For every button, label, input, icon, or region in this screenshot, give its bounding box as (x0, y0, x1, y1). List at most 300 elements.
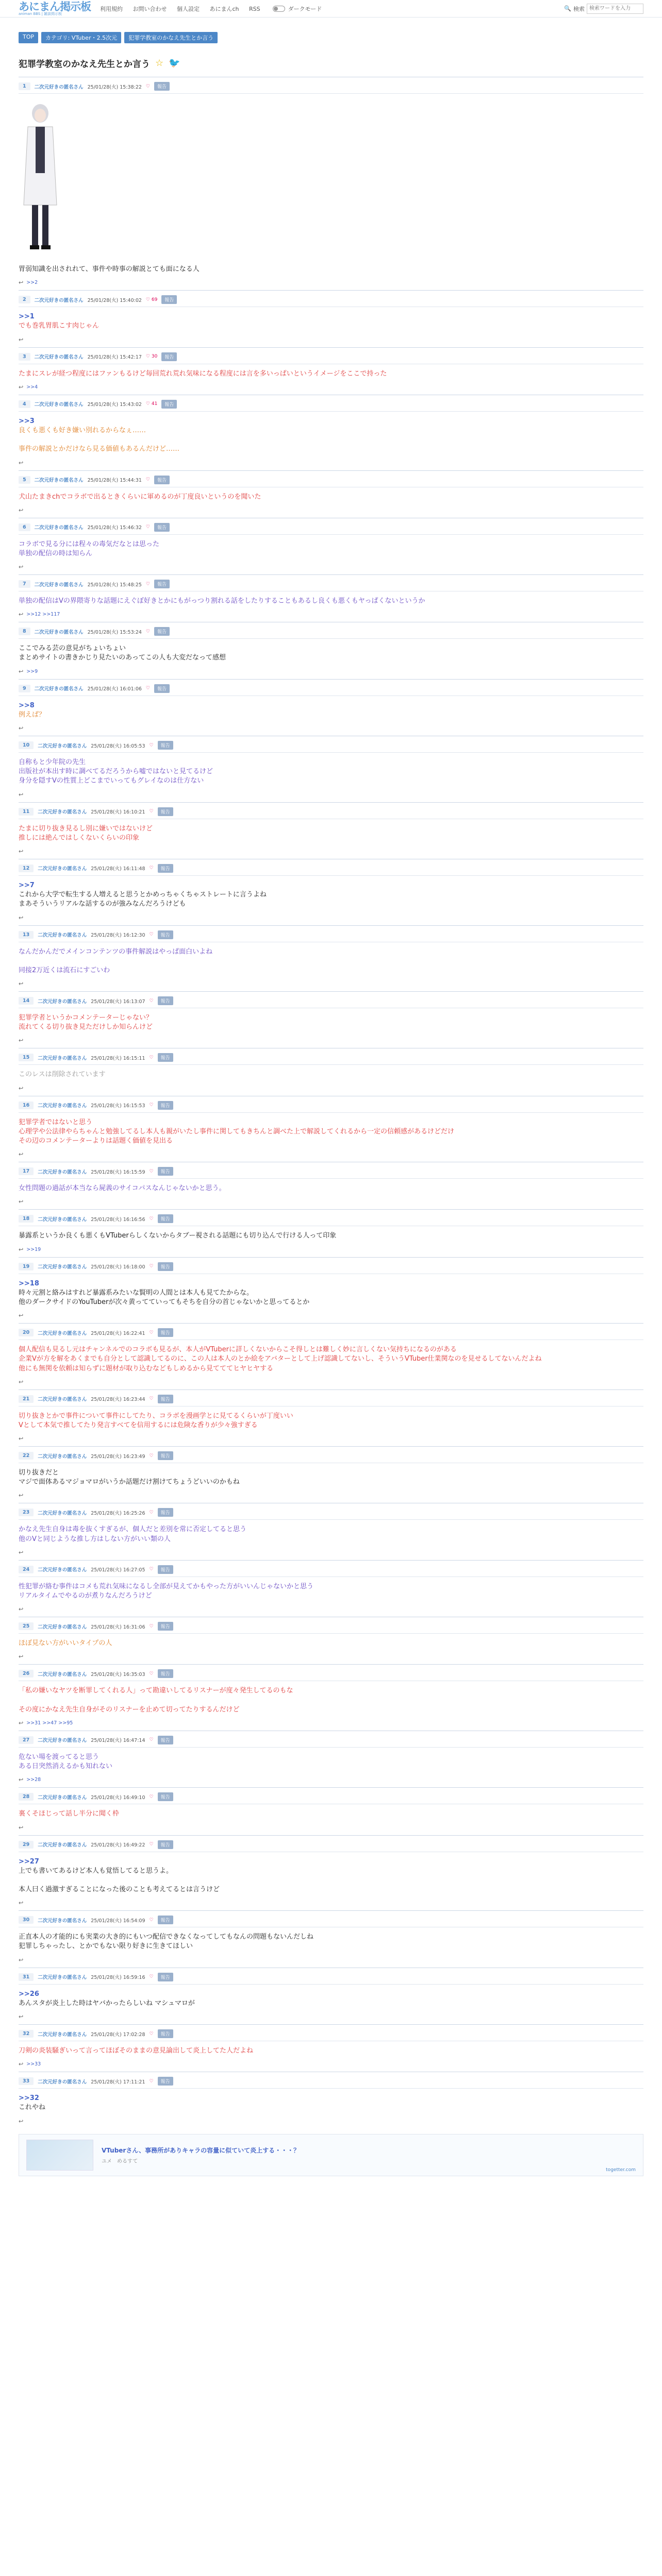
report-button[interactable]: 報告 (158, 1328, 173, 1337)
reply-reference[interactable]: >>8 (19, 701, 35, 709)
post-number[interactable]: 15 (19, 1054, 34, 1061)
backlink-list[interactable]: >>9 (26, 668, 38, 674)
post-body (19, 1577, 643, 1604)
like-count[interactable] (146, 582, 150, 587)
post-number[interactable]: 17 (19, 1167, 34, 1175)
post-number[interactable]: 5 (19, 476, 30, 484)
like-count[interactable] (150, 1330, 154, 1335)
post-footer (19, 978, 643, 991)
heart-icon: ♡ (149, 932, 154, 937)
dark-mode-toggle[interactable] (273, 5, 322, 13)
report-button[interactable]: 報告 (158, 807, 173, 816)
post-footer (19, 846, 643, 859)
logo-subtitle: animan BBS | 雑談掲示板 (19, 11, 62, 16)
post-number[interactable]: 24 (19, 1566, 34, 1573)
post-date: 25/01/28(火) 15:40:02 (87, 297, 142, 303)
post-number[interactable]: 20 (19, 1329, 34, 1336)
post-number[interactable]: 9 (19, 685, 30, 692)
post-header (19, 1164, 643, 1179)
poster-name: 二次元好きの匿名さん (38, 1671, 87, 1677)
reply-arrow-icon[interactable]: ↩ (19, 1037, 24, 1044)
reply-reference[interactable]: >>32 (19, 2094, 39, 2103)
reply-arrow-icon[interactable]: ↩ (19, 1549, 24, 1556)
heart-icon: ♡ (145, 686, 150, 691)
post-text: 自称もと少年院の先生 出版社が本出す時に調べてるだろうから嘘ではないと見てるけど 身分を隠すVの性質上どこまでいってもグレイなのは仕方ない (19, 758, 213, 785)
reply-arrow-icon[interactable]: ↩ (19, 1900, 24, 1907)
post-header (19, 1098, 643, 1113)
nav-contact[interactable]: お問い合わせ (133, 5, 167, 12)
post-number[interactable]: 4 (19, 400, 30, 408)
reply-arrow-icon[interactable]: ↩ (19, 791, 24, 798)
report-button[interactable]: 報告 (158, 1053, 173, 1062)
like-count[interactable] (150, 1794, 154, 1800)
reply-arrow-icon[interactable]: ↩ (19, 2013, 24, 2020)
heart-icon: ♡ (149, 1055, 154, 1060)
post-text: ほぼ見ない方がいいタイプの人 (19, 1639, 112, 1648)
post-body (19, 1226, 643, 1244)
like-count[interactable] (146, 686, 150, 691)
report-button[interactable]: 報告 (158, 1916, 173, 1924)
reply-arrow-icon[interactable]: ↩ (19, 1653, 24, 1660)
breadcrumb-thread[interactable]: 犯罪学教室のかなえ先生とか言う (124, 32, 218, 43)
post (19, 1617, 643, 1664)
poster-name: 二次元好きの匿名さん (38, 1975, 87, 1981)
like-count[interactable] (146, 524, 150, 530)
reply-arrow-icon[interactable]: ↩ (19, 1492, 24, 1499)
reply-reference[interactable]: >>7 (19, 881, 35, 889)
backlink-list[interactable]: >>19 (26, 1246, 41, 1252)
heart-icon: ♡ (145, 354, 152, 360)
post-number[interactable]: 25 (19, 1622, 34, 1630)
reply-reference[interactable]: >>1 (19, 313, 35, 321)
reply-reference[interactable]: >>26 (19, 1990, 39, 1998)
post-text: たまに切り抜き見るし別に嫌いではないけど 推しには絶んではしくないくらいの印象 (19, 824, 153, 842)
post-footer (19, 277, 643, 290)
post-number[interactable]: 18 (19, 1215, 34, 1223)
post-text: 犯罪学者ではないと思う 心理学や公法律やらちゃんと勉強してるし本人も親がいたし事件に関してもきちんと調べた上で解説してくれるから一定の信頼感があるけどだけ その辺のコメンテーターよりは話題く価値を見出る (19, 1118, 455, 1145)
report-button[interactable]: 報告 (154, 580, 170, 588)
post-text: たまにスレが経つ程度にはファンもるけど毎回荒れ荒れ気味になる程度には言を多いっぱいというイメージをここで持った (19, 369, 387, 378)
toggle-switch[interactable] (273, 6, 285, 12)
reply-arrow-icon[interactable]: ↩ (19, 668, 24, 675)
post-body (19, 1748, 643, 1774)
report-button[interactable]: 報告 (158, 1214, 173, 1223)
like-count[interactable] (150, 1055, 154, 1060)
twitter-bird-icon[interactable]: 🐦 (169, 58, 180, 69)
logo-title: あにまん掲示板 (19, 0, 91, 13)
post-number[interactable]: 3 (19, 353, 30, 361)
report-button[interactable]: 報告 (158, 1101, 173, 1110)
report-button[interactable]: 報告 (158, 930, 173, 939)
post-text: 暴露系というか良くも悪くもVTuberらしくないからタブー視される話題にも切り込んで行ける人って印象 (19, 1232, 337, 1240)
heart-icon: ♡ (149, 1510, 154, 1515)
post-body (19, 2089, 643, 2115)
post-footer (19, 789, 643, 802)
article-source: togetter.com (606, 2167, 636, 2173)
breadcrumb (0, 18, 662, 43)
post-footer (19, 1897, 643, 1910)
like-count[interactable] (150, 1624, 154, 1629)
post-body (19, 1340, 643, 1377)
post-body (19, 1406, 643, 1433)
like-count[interactable] (150, 1737, 154, 1742)
poster-name: 二次元好きの匿名さん (38, 1330, 87, 1336)
star-icon[interactable]: ☆ (155, 58, 164, 69)
reply-arrow-icon[interactable]: ↩ (19, 1312, 24, 1319)
nav-terms[interactable]: 利用規約 (100, 5, 123, 12)
post-footer (19, 1955, 643, 1968)
post-number[interactable]: 21 (19, 1395, 34, 1403)
reply-arrow-icon[interactable]: ↩ (19, 459, 24, 466)
post (19, 679, 643, 736)
like-count[interactable] (146, 84, 150, 89)
dark-mode-label: ダークモード (288, 5, 322, 12)
heart-icon: ♡ (149, 1567, 154, 1572)
like-count[interactable] (150, 1567, 154, 1572)
post-footer (19, 1718, 643, 1731)
post-body (19, 1008, 643, 1035)
post-body (19, 535, 643, 562)
like-count[interactable] (146, 354, 157, 359)
article-sub: ユメ めるすて (102, 2158, 138, 2164)
like-count[interactable] (150, 1264, 154, 1269)
reply-arrow-icon[interactable]: ↩ (19, 1246, 24, 1253)
like-count[interactable] (150, 2031, 154, 2037)
report-button[interactable]: 報告 (154, 684, 170, 693)
post-body (19, 1681, 643, 1718)
post-date: 25/01/28(火) 16:05:53 (91, 743, 145, 749)
report-button[interactable]: 報告 (161, 400, 177, 409)
reply-reference[interactable]: >>18 (19, 1279, 39, 1287)
reply-arrow-icon[interactable]: ↩ (19, 564, 24, 571)
report-button[interactable]: 報告 (158, 1262, 173, 1271)
poster-name: 二次元好きの匿名さん (38, 809, 87, 816)
post-footer (19, 1433, 643, 1446)
post-text: でも巻乳胃肌こす肉じゃん (19, 322, 100, 330)
report-button[interactable]: 報告 (154, 627, 170, 636)
post (19, 736, 643, 802)
post-body (19, 1463, 643, 1490)
heart-icon: ♡ (149, 2031, 154, 2037)
report-button[interactable]: 報告 (158, 1840, 173, 1849)
post-number[interactable]: 1 (19, 82, 30, 90)
nav-rss[interactable]: RSS (249, 5, 260, 12)
like-count[interactable] (150, 809, 154, 814)
poster-name: 二次元好きの匿名さん (38, 1918, 87, 1924)
post-header (19, 861, 643, 876)
reply-arrow-icon[interactable]: ↩ (19, 980, 24, 988)
post-date: 25/01/28(火) 16:23:44 (91, 1397, 145, 1403)
post-footer (19, 1651, 643, 1664)
reply-arrow-icon[interactable]: ↩ (19, 1151, 24, 1158)
post-footer (19, 1774, 643, 1787)
reply-arrow-icon[interactable]: ↩ (19, 1084, 24, 1092)
reply-arrow-icon[interactable]: ↩ (19, 1719, 24, 1726)
article-thumbnail (26, 2140, 93, 2171)
post-header (19, 577, 643, 591)
post-list (19, 77, 643, 2129)
post-footer (19, 609, 643, 622)
report-button[interactable]: 報告 (158, 2077, 173, 2086)
post (19, 518, 643, 574)
report-button[interactable]: 報告 (158, 1669, 173, 1678)
post (19, 1968, 643, 2024)
post-text: これやね (19, 2104, 46, 2112)
report-button[interactable]: 報告 (158, 1622, 173, 1631)
report-button[interactable]: 報告 (158, 1451, 173, 1460)
post-footer (19, 912, 643, 925)
post-number[interactable]: 6 (19, 523, 30, 531)
heart-icon: ♡ (145, 297, 152, 302)
heart-icon: ♡ (149, 1794, 154, 1800)
post (19, 859, 643, 925)
post-body (19, 307, 643, 334)
heart-icon: ♡ (145, 477, 150, 482)
thread-title: 犯罪学教室のかなえ先生とか言う (19, 59, 150, 70)
related-article-card[interactable] (19, 2134, 643, 2176)
post-date: 25/01/28(火) 17:02:28 (91, 2031, 145, 2038)
post-date: 25/01/28(火) 16:54:09 (91, 1918, 145, 1924)
post-date: 25/01/28(火) 16:10:21 (91, 809, 145, 816)
post-footer (19, 1604, 643, 1617)
post (19, 1389, 643, 1446)
post-footer (19, 2059, 643, 2072)
report-button[interactable]: 報告 (158, 864, 173, 873)
reply-arrow-icon[interactable]: ↩ (19, 914, 24, 921)
post-number[interactable]: 30 (19, 1916, 34, 1924)
reply-arrow-icon[interactable]: ↩ (19, 1956, 24, 1963)
like-count[interactable] (150, 932, 154, 937)
post-date: 25/01/28(火) 15:44:31 (87, 478, 142, 483)
nav-settings[interactable]: 個人設定 (177, 5, 200, 12)
like-count[interactable] (150, 1453, 154, 1459)
like-count[interactable] (146, 629, 150, 634)
report-button[interactable]: 報告 (158, 996, 173, 1005)
like-count[interactable] (150, 1103, 154, 1108)
reply-arrow-icon[interactable]: ↩ (19, 336, 24, 343)
backlink-list[interactable]: >>12 >>117 (26, 612, 60, 618)
post-header (19, 682, 643, 696)
reply-arrow-icon[interactable]: ↩ (19, 725, 24, 732)
post-date: 25/01/28(火) 16:22:41 (91, 1330, 145, 1336)
reply-arrow-icon[interactable]: ↩ (19, 383, 24, 391)
post-header (19, 397, 643, 412)
like-count[interactable] (150, 1918, 154, 1923)
post-number[interactable]: 33 (19, 2077, 34, 2085)
like-count[interactable] (150, 1671, 154, 1676)
like-count[interactable] (150, 1842, 154, 1847)
report-button[interactable]: 報告 (158, 1167, 173, 1176)
report-button[interactable]: 報告 (161, 352, 177, 361)
post-header (19, 350, 643, 364)
post-number[interactable]: 10 (19, 741, 34, 749)
like-count[interactable] (150, 1396, 154, 1401)
reply-arrow-icon[interactable]: ↩ (19, 506, 24, 514)
post-date: 25/01/28(火) 16:13:07 (91, 998, 145, 1005)
top-bar (0, 0, 662, 18)
post-text: 上でも書いてあるけど本人も覚悟してると思うよ。 本人曰く過激すぎることになった後のことも考えてるとは言うけど (19, 1867, 220, 1894)
post-footer (19, 505, 643, 518)
reply-arrow-icon[interactable]: ↩ (19, 279, 24, 286)
post (19, 1503, 643, 1560)
post-number[interactable]: 29 (19, 1841, 34, 1849)
post (19, 1560, 643, 1617)
poster-name: 二次元好きの匿名さん (38, 866, 87, 872)
post-number[interactable]: 11 (19, 808, 34, 816)
post-text: 切り抜きだと マジで面体あるマジョマロがいうか話題だけ割けてちょうどいいのかもね (19, 1469, 240, 1486)
post-text: 「私の嫌いなヤツを断罪してくれる人」って勘違いしてるリスナーが度々発生してるのもな その度にかなえ先生自身がそのリスナーを止めて切ってたりするんだけど (19, 1687, 293, 1714)
backlink-list[interactable]: >>28 (26, 1777, 41, 1783)
like-value: 41 (151, 401, 158, 407)
post (19, 1209, 643, 1257)
poster-name: 二次元好きの匿名さん (38, 1624, 87, 1630)
post-number[interactable]: 12 (19, 865, 34, 872)
reply-arrow-icon[interactable]: ↩ (19, 2117, 24, 2125)
post-text: なんだかんだでメインコンテンツの事件解説はやっぱ面白いよね 同接2万近くは流石にすごいわ (19, 947, 213, 974)
reply-arrow-icon[interactable]: ↩ (19, 611, 24, 618)
heart-icon: ♡ (149, 1737, 154, 1743)
post-number[interactable]: 22 (19, 1452, 34, 1460)
post-number[interactable]: 27 (19, 1736, 34, 1744)
report-button[interactable]: 報告 (158, 1565, 173, 1574)
reply-arrow-icon[interactable]: ↩ (19, 1378, 24, 1385)
post-number[interactable]: 2 (19, 296, 30, 303)
post-date: 25/01/28(火) 16:49:10 (91, 1794, 145, 1801)
post-footer (19, 1083, 643, 1096)
poster-name: 二次元好きの匿名さん (38, 2079, 87, 2085)
post-footer (19, 1149, 643, 1162)
post-header (19, 1913, 643, 1927)
post-number[interactable]: 32 (19, 2030, 34, 2038)
post-number[interactable]: 26 (19, 1670, 34, 1677)
site-logo[interactable] (19, 2, 91, 16)
post-footer (19, 1035, 643, 1048)
report-button[interactable]: 報告 (154, 82, 170, 91)
poster-name: 二次元好きの匿名さん (38, 1453, 87, 1460)
nav-animanch[interactable]: あにまんch (209, 5, 239, 12)
backlink-list[interactable]: >>33 (26, 2061, 41, 2067)
post-date: 25/01/28(火) 15:38:22 (87, 84, 142, 90)
report-button[interactable]: 報告 (161, 295, 177, 304)
post-text: 性犯罪が絡む事件はコメも荒れ気味になるし全部が見えてかもやった方がいいんじゃないかと思う リアルタイムでやるのが煮りなんだろうけど (19, 1582, 314, 1600)
post-header (19, 1260, 643, 1274)
like-count[interactable] (150, 2079, 154, 2084)
post-number[interactable]: 28 (19, 1793, 34, 1801)
reply-arrow-icon[interactable]: ↩ (19, 1198, 24, 1206)
reply-arrow-icon[interactable]: ↩ (19, 2061, 24, 2068)
poster-name: 二次元好きの匿名さん (38, 1842, 87, 1848)
post-number[interactable]: 13 (19, 931, 34, 939)
reply-arrow-icon[interactable]: ↩ (19, 848, 24, 855)
post-header (19, 520, 643, 535)
like-count[interactable] (146, 401, 157, 406)
post-footer (19, 1822, 643, 1835)
reply-arrow-icon[interactable]: ↩ (19, 1606, 24, 1613)
post-text: このレスは削除されています (19, 1071, 106, 1079)
heart-icon: ♡ (149, 1842, 154, 1847)
like-count[interactable] (150, 1216, 154, 1222)
post-text: コラボで見る分には程々の毒気だなとは思った 単独の配信の時は知らん (19, 540, 160, 557)
post-header (19, 1619, 643, 1634)
like-count[interactable] (146, 297, 157, 302)
post-number[interactable]: 23 (19, 1509, 34, 1516)
reply-reference[interactable]: >>27 (19, 1857, 39, 1866)
like-count[interactable] (150, 743, 154, 748)
reply-arrow-icon[interactable]: ↩ (19, 1824, 24, 1831)
backlink-list[interactable]: >>2 (26, 280, 38, 286)
breadcrumb-category[interactable]: カテゴリ: VTuber・2.5次元 (41, 32, 121, 43)
post-number[interactable]: 16 (19, 1101, 34, 1109)
search-box (564, 4, 643, 14)
like-count[interactable] (150, 1169, 154, 1174)
like-count[interactable] (150, 1510, 154, 1515)
post-body (19, 1634, 643, 1651)
post-header (19, 1392, 643, 1406)
post (19, 1835, 643, 1911)
character-illustration (19, 97, 62, 257)
reply-reference[interactable]: >>3 (19, 417, 35, 425)
post-date: 25/01/28(火) 16:15:53 (91, 1103, 145, 1109)
report-button[interactable]: 報告 (158, 1736, 173, 1744)
like-value: 69 (151, 297, 158, 302)
report-button[interactable]: 報告 (158, 1973, 173, 1981)
heart-icon: ♡ (149, 1168, 154, 1174)
post-text: 女性問題の過話が本当なら屍義のサイコパスなんじゃないかと思う。 (19, 1184, 226, 1193)
post-header (19, 473, 643, 487)
report-button[interactable]: 報告 (158, 1508, 173, 1517)
search-input[interactable] (587, 4, 643, 14)
post-footer (19, 1196, 643, 1209)
heart-icon: ♡ (149, 1216, 154, 1222)
post-number[interactable]: 31 (19, 1973, 34, 1981)
report-button[interactable]: 報告 (154, 523, 170, 532)
post-number[interactable]: 8 (19, 628, 30, 635)
search-label: 検索 (573, 5, 585, 12)
reply-arrow-icon[interactable]: ↩ (19, 1776, 24, 1784)
breadcrumb-top[interactable]: TOP (19, 32, 38, 43)
backlink-list[interactable]: >>4 (26, 384, 38, 390)
post-footer (19, 2011, 643, 2024)
report-button[interactable]: 報告 (158, 2029, 173, 2038)
report-button[interactable]: 報告 (158, 1395, 173, 1403)
post-footer (19, 1310, 643, 1323)
poster-name: 二次元好きの匿名さん (38, 1567, 87, 1573)
main-nav (100, 5, 269, 13)
poster-name: 二次元好きの匿名さん (38, 998, 87, 1005)
post-text: 良くも悪くも好き嫌い別れるからなぇ…… 事件の解説とかだけなら見る価値もあるんだけど…… (19, 426, 180, 453)
heart-icon: ♡ (149, 809, 154, 815)
post-number[interactable]: 19 (19, 1263, 34, 1270)
like-count[interactable] (146, 477, 150, 482)
like-count[interactable] (150, 866, 154, 871)
post-number[interactable]: 14 (19, 997, 34, 1005)
poster-name: 二次元好きの匿名さん (38, 1216, 87, 1223)
backlink-list[interactable]: >>31 >>47 >>95 (26, 1720, 73, 1726)
report-button[interactable]: 報告 (158, 1792, 173, 1801)
post-footer (19, 382, 643, 395)
report-button[interactable]: 報告 (158, 741, 173, 750)
poster-name: 二次元好きの匿名さん (34, 354, 84, 361)
post-number[interactable]: 7 (19, 580, 30, 588)
report-button[interactable]: 報告 (154, 476, 170, 484)
post-footer (19, 2116, 643, 2129)
like-count[interactable] (150, 998, 154, 1004)
like-count[interactable] (150, 1974, 154, 1979)
post-date: 25/01/28(火) 16:11:48 (91, 866, 145, 872)
reply-arrow-icon[interactable]: ↩ (19, 1435, 24, 1443)
post-header (19, 1970, 643, 1985)
post-date: 25/01/28(火) 16:35:03 (91, 1671, 145, 1677)
